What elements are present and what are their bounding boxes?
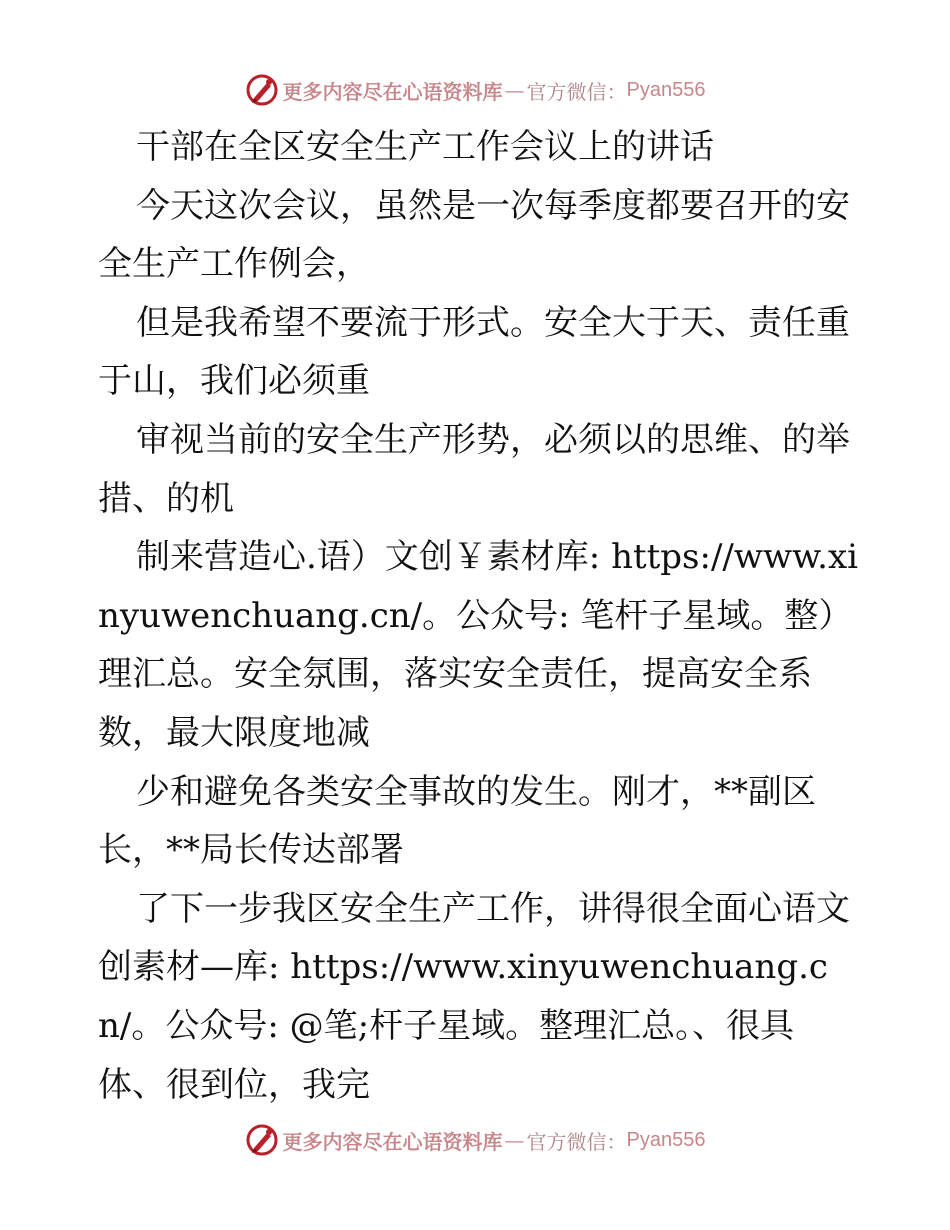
paragraph: 制来营造心.语）文创￥素材库: https://www.xinyuwenchuang.cn/。公众号: 笔杆子星域。整）理汇总。安全氛围，落实安全责任，提高安全系数，最大限度地减 — [98, 537, 859, 753]
banner-brand: 更多内容尽在心语资料库 — [282, 79, 503, 104]
banner-separator: — — [504, 78, 525, 102]
header-banner — [0, 70, 950, 110]
banner-wechat-label: 官方微信： — [526, 79, 627, 104]
paragraph: 了下一步我区安全生产工作，讲得很全面心语文创素材—库: https://www.xinyuwenchuang.cn/。公众号: @笔;杆子星域。整理汇总。、很具体、很到位，我完 — [98, 888, 850, 1105]
pen-logo-icon — [245, 1123, 279, 1157]
paragraph: 但是我希望不要流于形式。安全大于天、责任重于山，我们必须重 — [98, 302, 850, 402]
pen-logo-icon — [245, 73, 279, 107]
banner-wechat-id: Pyan556 — [626, 78, 706, 101]
paragraph: 少和避免各类安全事故的发生。刚才，**副区长，**局长传达部署 — [98, 771, 816, 871]
paragraph: 今天这次会议，虽然是一次每季度都要召开的安全生产工作例会， — [98, 185, 850, 285]
banner-wechat-id: Pyan556 — [626, 1128, 706, 1151]
document-title: 干部在全区安全生产工作会议上的讲话 — [136, 127, 714, 167]
banner-separator: — — [504, 1128, 525, 1152]
paragraph: 审视当前的安全生产形势，必须以的思维、的举措、的机 — [98, 419, 850, 519]
banner-brand: 更多内容尽在心语资料库 — [282, 1129, 503, 1154]
document-body — [98, 118, 858, 1114]
footer-banner — [0, 1120, 950, 1160]
banner-wechat-label: 官方微信： — [526, 1129, 627, 1154]
